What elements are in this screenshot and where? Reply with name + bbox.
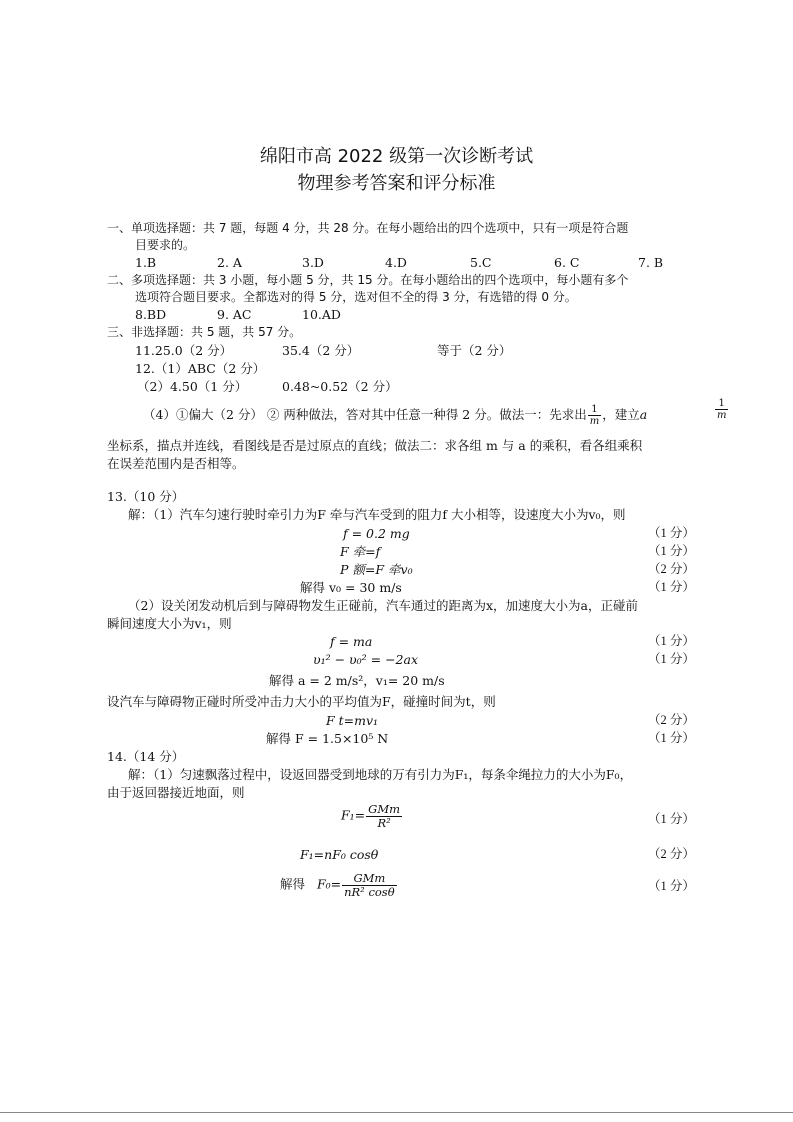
symbol-a: a bbox=[639, 407, 648, 422]
q13-line: 设汽车与障碍物正碰时所受冲击力大小的平均值为F，碰撞时间为t，则 bbox=[107, 694, 496, 709]
q13-equation: f = 0.2 mg bbox=[343, 526, 410, 541]
eq-lhs: F₁= bbox=[341, 807, 366, 823]
q12-explanation: 坐标系，描点并连线，看图线是否是过原点的直线；做法二：求各组 m 与 a 的乘积，看各组乘积 bbox=[107, 438, 643, 453]
q13-equation: υ₁² − υ₀² = −2ax bbox=[313, 652, 419, 667]
s2-answer: 10.AD bbox=[302, 307, 341, 322]
q13-score: （1 分） bbox=[648, 652, 695, 666]
q14-score: （1 分） bbox=[648, 879, 695, 893]
fraction-denominator: m bbox=[589, 416, 600, 427]
q13-result: 解得 a = 2 m/s²，v₁= 20 m/s bbox=[269, 673, 445, 688]
q13-score: （2 分） bbox=[648, 713, 695, 727]
q14-equation-tension: F₁=nF₀ cosθ bbox=[300, 847, 379, 862]
q13-equation: 解得 v₀ = 30 m/s bbox=[300, 580, 402, 595]
q13-equation: F t=mv₁ bbox=[326, 713, 379, 728]
q13-score: （1 分） bbox=[648, 526, 695, 540]
fraction-denominator: m bbox=[717, 410, 727, 421]
q13-line: （2）设关闭发动机后到与障碍物发生正碰前，汽车通过的距离为x，加速度大小为a，正碰前 bbox=[128, 598, 638, 613]
fraction-denominator: R² bbox=[377, 815, 391, 830]
s1-answer: 3.D bbox=[302, 255, 324, 270]
s1-answer: 6. C bbox=[554, 255, 580, 270]
s1-answer: 7. B bbox=[638, 255, 664, 270]
q13-equation: f = ma bbox=[330, 634, 373, 649]
q13-line: 解：（1）汽车匀速行驶时牵引力为F 牵与汽车受到的阻力f 大小相等，设速度大小为v₀，则 bbox=[128, 507, 626, 522]
page-title: 绵阳市高 2022 级第一次诊断考试 bbox=[259, 146, 534, 167]
section1-heading: 一、单项选择题：共 7 题，每题 4 分，共 28 分。在每小题给出的四个选项中，只有一项是符合题 bbox=[107, 221, 629, 235]
q13-line: 瞬间速度大小为v₁，则 bbox=[107, 616, 232, 631]
q13-score: （1 分） bbox=[648, 580, 695, 594]
q13-equation: P 额=F 牵v₀ bbox=[340, 562, 413, 577]
q14-score: （1 分） bbox=[648, 812, 695, 826]
fraction-numerator: GMm bbox=[368, 802, 401, 816]
q12-answer: （2）4.50（1 分） bbox=[137, 379, 248, 394]
q12-part4 bbox=[143, 404, 647, 427]
q13-heading: 13.（10 分） bbox=[107, 489, 185, 504]
section3-heading: 三、非选择题：共 5 题，共 57 分。 bbox=[107, 325, 302, 339]
q13-score: （1 分） bbox=[648, 544, 695, 558]
s1-answer: 5.C bbox=[470, 255, 492, 270]
fraction bbox=[342, 872, 397, 898]
q14-equation-result bbox=[280, 872, 398, 898]
q14-heading: 14.（14 分） bbox=[107, 749, 185, 764]
q11-answer: 11.25.0（2 分） bbox=[135, 343, 233, 358]
s1-answer: 4.D bbox=[385, 255, 407, 270]
q14-equation-gravity bbox=[341, 803, 403, 829]
s2-answer: 8.BD bbox=[135, 307, 167, 322]
section2-heading-cont: 选项符合题目要求。全都选对的得 5 分，选对但不全的得 3 分，有选错的得 0 分。 bbox=[135, 290, 577, 304]
page-bottom-rule bbox=[0, 1112, 793, 1113]
q13-score: （2 分） bbox=[648, 562, 695, 576]
fraction-numerator: GMm bbox=[342, 872, 397, 886]
q13-equation: F 牵=f bbox=[340, 544, 381, 559]
s2-answer: 9. AC bbox=[217, 307, 252, 322]
q11-answer: 35.4（2 分） bbox=[282, 343, 360, 358]
q12-answer: 12.（1）ABC（2 分） bbox=[135, 361, 266, 376]
q12-answer: 0.48~0.52（2 分） bbox=[282, 379, 398, 394]
q13-score: （1 分） bbox=[648, 731, 695, 745]
section1-heading-cont: 目要求的。 bbox=[135, 238, 196, 252]
fraction-denominator: nR² cosθ bbox=[344, 884, 395, 899]
q11-answer: 等于（2 分） bbox=[437, 343, 512, 358]
q12-part4-text: （4）①偏大（2 分） ② 两种做法，答对其中任意一种得 2 分。做法一：先求出 bbox=[143, 407, 587, 422]
q14-line: 由于返回器接近地面，则 bbox=[107, 785, 245, 800]
q13-score: （1 分） bbox=[648, 634, 695, 648]
fraction bbox=[366, 803, 402, 829]
fraction-numerator: 1 bbox=[715, 398, 728, 410]
q12-part4-text2: ，建立 bbox=[602, 407, 640, 422]
s1-answer: 2. A bbox=[217, 255, 242, 270]
fraction-1-over-m-axis bbox=[714, 398, 729, 421]
section2-heading: 二、多项选择题：共 3 小题，每小题 5 分，共 15 分。在每小题给出的四个选项中，每小题有多个 bbox=[107, 273, 629, 287]
q13-equation: 解得 F = 1.5×10⁵ N bbox=[266, 731, 389, 746]
q12-explanation-cont: 在误差范围内是否相等。 bbox=[107, 456, 245, 471]
fraction-numerator: 1 bbox=[588, 404, 601, 416]
fraction-1-over-m bbox=[588, 404, 601, 427]
q14-score: （2 分） bbox=[648, 847, 695, 861]
s1-answer: 1.B bbox=[135, 255, 157, 270]
eq-lhs: F₀= bbox=[316, 876, 342, 892]
eq-prefix: 解得 bbox=[280, 876, 306, 892]
page-subtitle: 物理参考答案和评分标准 bbox=[297, 173, 496, 194]
q14-line: 解：（1）匀速飘落过程中，设返回器受到地球的万有引力为F₁，每条伞绳拉力的大小为F₀， bbox=[128, 767, 633, 782]
